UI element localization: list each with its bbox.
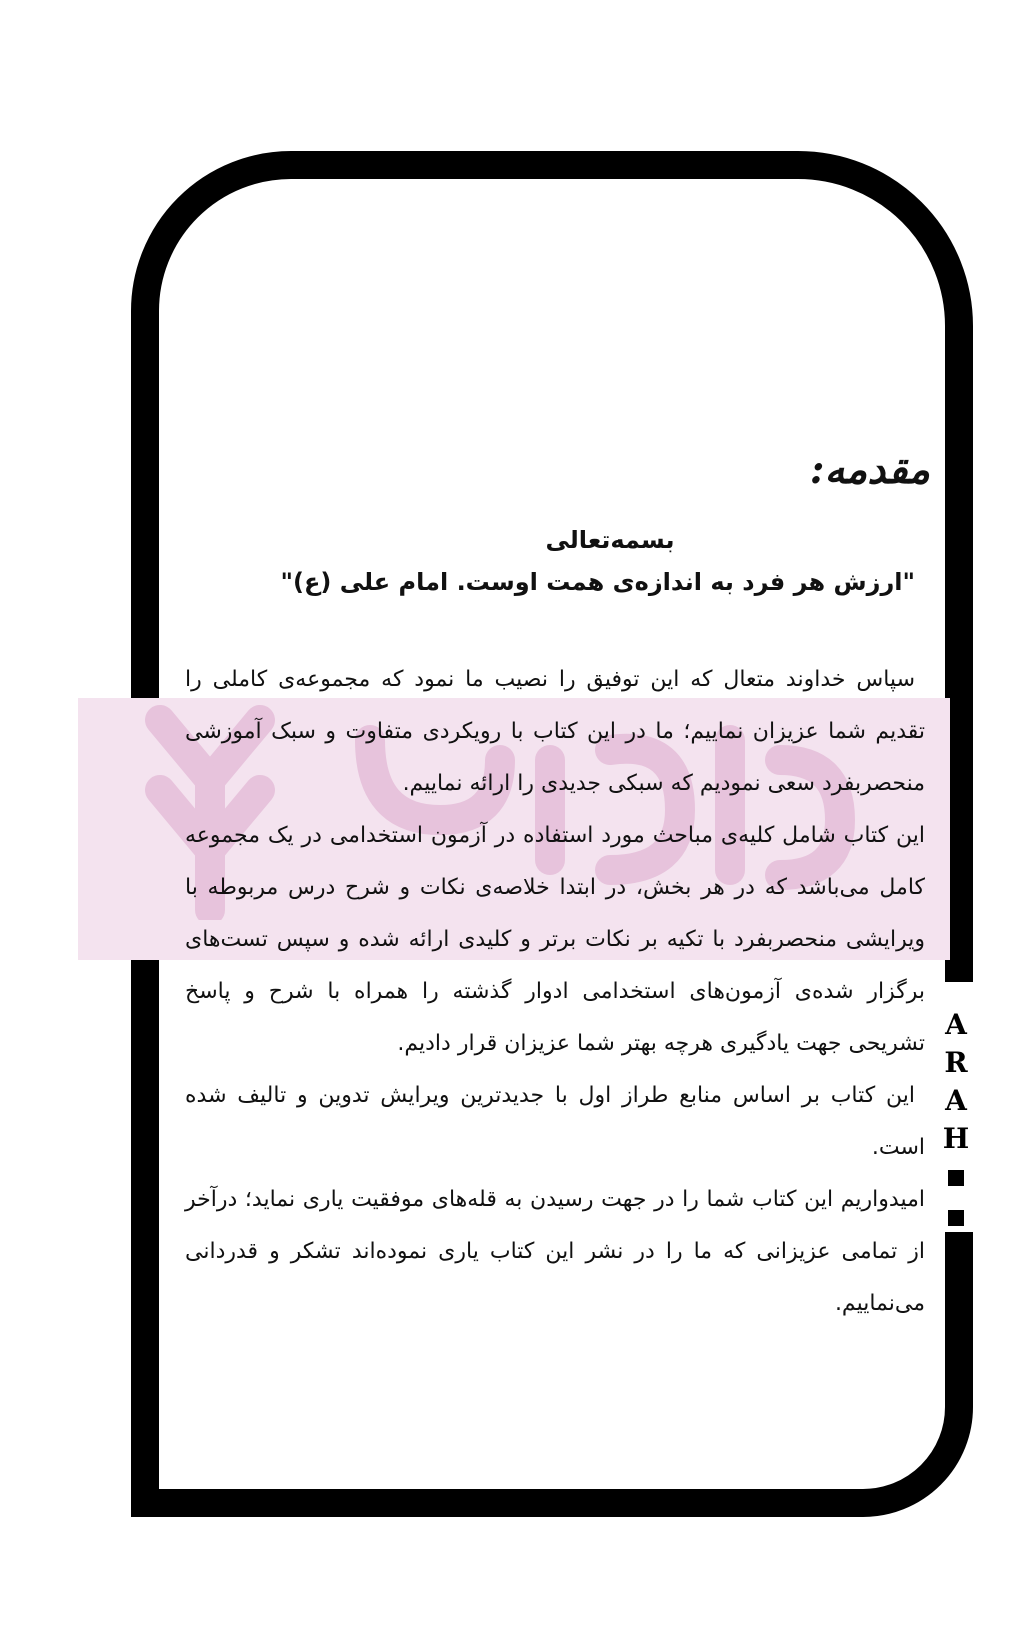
paragraph-2: این کتاب شامل کلیه‌ی مباحث مورد استفاده در آزمون استخدامی در یک مجموعه کامل می‌باشد که در هر بخش، در ابتدا خلاصه‌ی نکات و شرح درس مربوطه با ویرایشی منحصربفرد با تکیه بر نکات برتر و کلیدی ارائه شده و سپس تست‌های برگزار شده‌ی آزمون‌های استخدامی ادوار گذشته را همراه با شرح و پاسخ تشریحی جهت یادگیری هرچه بهتر شما عزیزان قرار دادیم. [185, 823, 925, 1056]
side-square-2 [948, 1210, 964, 1226]
side-letter-r: R [944, 1046, 968, 1079]
side-square-1 [948, 1170, 964, 1186]
side-label [938, 1008, 974, 1276]
page-heading: مقدمه: [809, 446, 930, 493]
basmala-line: بسمه‌تعالی [545, 526, 675, 554]
paragraph-1: سپاس خداوند متعال که این توفیق را نصیب ما نمود که مجموعه‌ی کاملی را تقدیم شما عزیزان نماییم؛ ما در این کتاب با رویکردی متفاوت و سبک آموزشی منحصربفرد سعی نمودیم که سبکی جدیدی را ارائه نماییم. [185, 667, 925, 796]
side-letter-a2: A [945, 1084, 967, 1117]
side-square-3 [948, 1250, 964, 1266]
paragraph-3: این کتاب بر اساس منابع طراز اول با جدیدترین ویرایش تدوین و تالیف شده است. [185, 1083, 925, 1160]
side-letter-a1: A [945, 1008, 967, 1041]
preface-content [185, 440, 930, 1330]
paragraph-4: امیدواریم این کتاب شما را در جهت رسیدن به قله‌های موفقیت یاری نماید؛ درآخر از تمامی عزیزانی که ما را در نشر این کتاب یاری نموده‌اند تشکر و قدردانی می‌نماییم. [185, 1187, 925, 1316]
epigraph-quote: "ارزش هر فرد به اندازه‌ی همت اوست. امام علی (ع)" [280, 568, 915, 596]
side-letter-h: H [942, 1122, 970, 1155]
